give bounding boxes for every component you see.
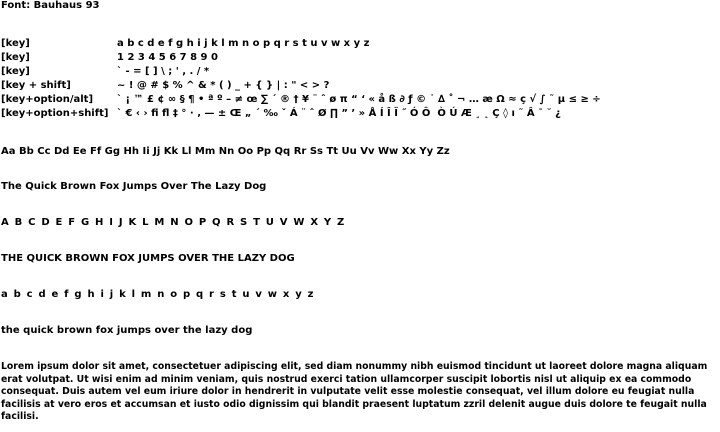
sample-letter-pairs: Aa Bb Cc Dd Ee Ff Gg Hh Ii Jj Kk Ll Mm Nn Oo Pp Qq Rr Ss Tt Uu Vv Ww Xx Yy Zz	[1, 146, 450, 157]
keymap-row-option-shift	[1, 109, 561, 119]
keymap-row-punctuation	[1, 67, 209, 77]
keymap-label: [key]	[1, 52, 30, 63]
sample-pangram-titlecase: The Quick Brown Fox Jumps Over The Lazy Dog	[1, 181, 267, 192]
keymap-chars: ` € ‹ › ﬁ ﬂ ‡ ° · ‚ — ± Œ „ ´ ‰ ˇ Á ¨ ˆ Ø ∏ ” ’ » Å Í Î Ï ˝ Ó Ô Ò Ú Æ ¸ ˛ Ç ◊ ı ˜ Â ¯ ˘ ¿	[117, 108, 561, 119]
keymap-row-option	[1, 95, 601, 105]
keymap-row-shift	[1, 81, 329, 91]
keymap-chars: 1 2 3 4 5 6 7 8 9 0	[117, 52, 218, 63]
keymap-chars: ` - = [ ] \ ; ' , . / *	[117, 66, 210, 77]
keymap-row-letters	[1, 39, 369, 49]
keymap-label: [key]	[1, 66, 30, 77]
keymap-label: [key+option/alt]	[1, 94, 94, 105]
keymap-label: [key + shift]	[1, 80, 71, 91]
sample-paragraph: Lorem ipsum dolor sit amet, consectetuer adipiscing elit, sed diam nonummy nibh euismod tincidunt ut laoreet dolore magna aliquam erat volutpat. Ut wisi enim ad minim veniam, quis nostrud exerci tation ullamcorper suscipit lobortis nisl ut aliquip ex ea commodo consequat. Duis autem vel eum iriure dolor in hendrerit in vulputate velit esse molestie consequat, vel illum dolore eu feugiat nulla facilisis at vero eros et accumsan et iusto odio dignissim qui blandit praesent luptatum zzril delenit augue duis dolore te feugait nulla facilisi.	[1, 361, 708, 423]
keymap-label: [key]	[1, 38, 30, 49]
sample-pangram-lowercase: the quick brown fox jumps over the lazy dog	[1, 325, 253, 336]
keymap-chars: ` ¡ ™ £ ¢ ∞ § ¶ • ª º – ≠ œ ∑ ´ ® † ¥ ¨ ˆ ø π “ ‘ « å ß ∂ ƒ © ˙ ∆ ˚ ¬ … æ Ω ≈ ç √ ∫ ˜ µ ≤ ≥ ÷	[117, 94, 601, 105]
sample-uppercase-alphabet: A B C D E F G H I J K L M N O P Q R S T U V W X Y Z	[1, 217, 346, 228]
keymap-chars: ~ ! @ # $ % ^ & * ( ) _ + { } | : " < > ?	[117, 80, 330, 91]
font-title: Font: Bauhaus 93	[1, 0, 100, 11]
keymap-label: [key+option+shift]	[1, 108, 109, 119]
sample-pangram-uppercase: THE QUICK BROWN FOX JUMPS OVER THE LAZY DOG	[1, 253, 295, 264]
sample-lowercase-alphabet: a b c d e f g h i j k l m n o p q r s t u v w x y z	[1, 289, 315, 300]
keymap-row-digits	[1, 53, 218, 63]
keymap-chars: a b c d e f g h i j k l m n o p q r s t u v w x y z	[117, 38, 370, 49]
